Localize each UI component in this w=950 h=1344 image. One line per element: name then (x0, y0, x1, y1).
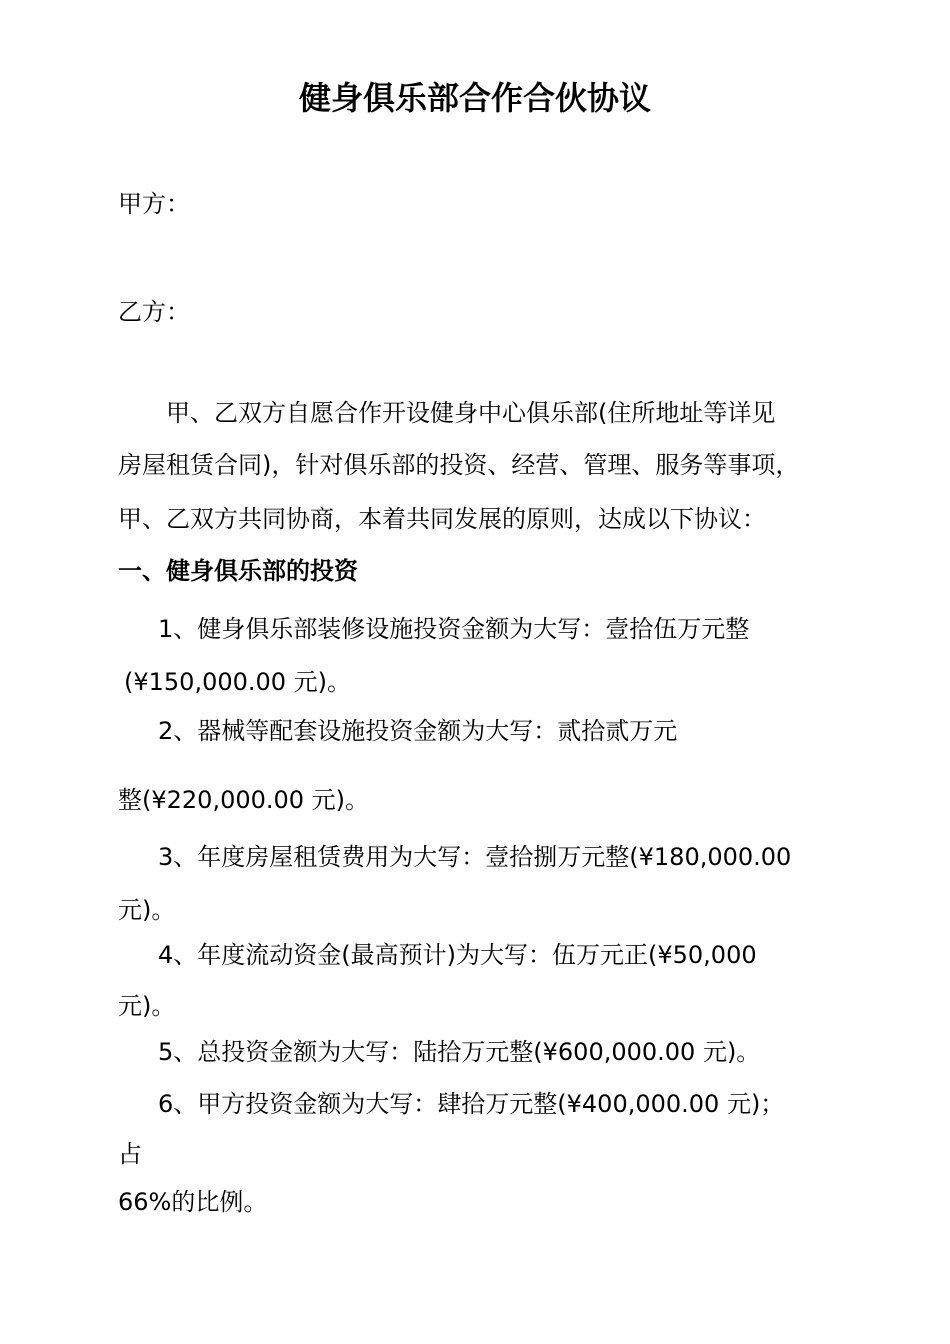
item-4-line-2: 元)。 (118, 992, 176, 1020)
intro-line-2: 房屋租赁合同)，针对俱乐部的投资、经营、管理、服务等事项， (118, 451, 800, 479)
party-a-label: 甲方： (118, 190, 190, 218)
item-3-line-2: 元)。 (118, 896, 176, 924)
item-2-line-2: 整(¥220,000.00 元)。 (118, 786, 370, 814)
document-title: 健身俱乐部合作合伙协议 (298, 79, 651, 117)
item-6-line-1: 6、甲方投资金额为大写：肆拾万元整(¥400,000.00 元)； (158, 1090, 785, 1118)
intro-line-1: 甲、乙双方自愿合作开设健身中心俱乐部(住所地址等详见 (166, 399, 776, 427)
item-6-line-3: 66%的比例。 (118, 1188, 268, 1216)
item-6-line-2: 占 (118, 1140, 142, 1168)
section-heading-investment: 一、健身俱乐部的投资 (118, 557, 358, 585)
item-1-line-1: 1、健身俱乐部装修设施投资金额为大写：壹拾伍万元整 (158, 615, 750, 643)
item-3-line-1: 3、年度房屋租赁费用为大写：壹拾捌万元整(¥180,000.00 (158, 843, 792, 871)
item-2-line-1: 2、器械等配套设施投资金额为大写：贰拾贰万元 (158, 717, 678, 745)
item-1-line-2: (¥150,000.00 元)。 (124, 668, 352, 696)
party-b-label: 乙方： (118, 298, 190, 326)
intro-line-3: 甲、乙双方共同协商，本着共同发展的原则，达成以下协议： (118, 505, 766, 533)
item-4-line-1: 4、年度流动资金(最高预计)为大写：伍万元正(¥50,000 (158, 941, 757, 969)
item-5-line-1: 5、总投资金额为大写：陆拾万元整(¥600,000.00 元)。 (158, 1038, 761, 1066)
